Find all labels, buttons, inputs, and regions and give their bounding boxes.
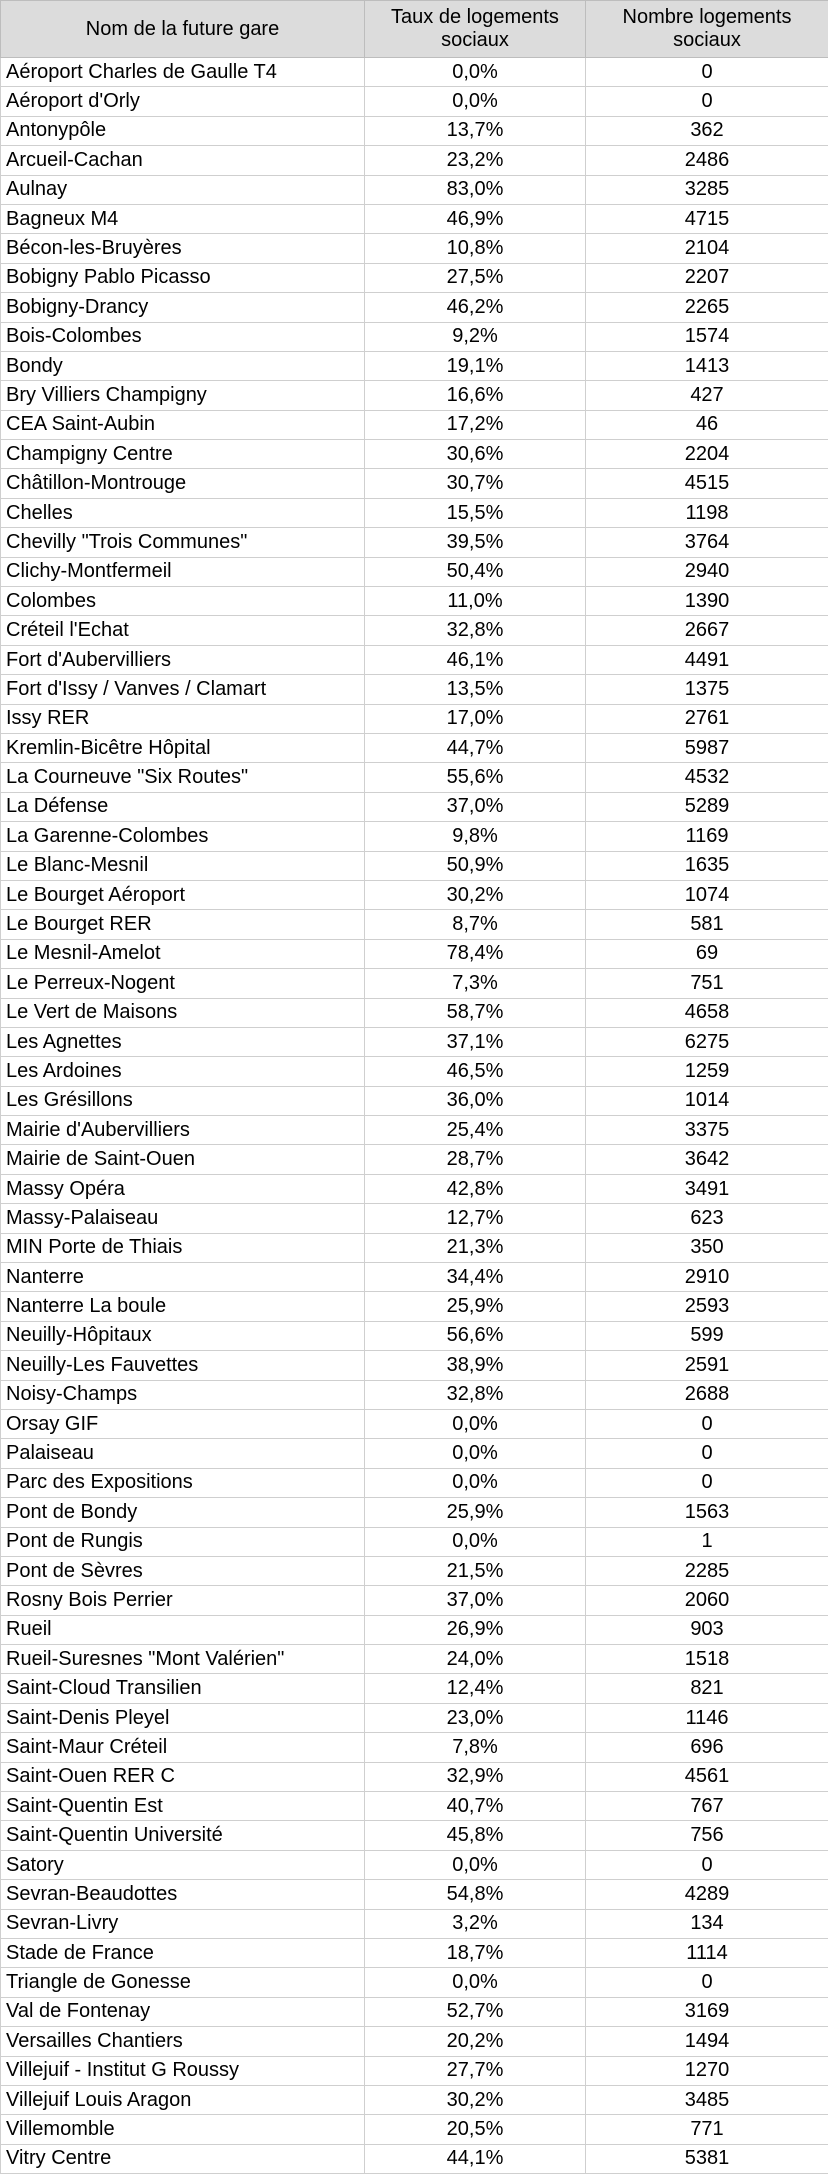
table-row xyxy=(1,1762,828,1791)
table-row xyxy=(1,1586,828,1615)
table-row xyxy=(1,1880,828,1909)
station-name-cell: Pont de Sèvres xyxy=(1,1556,365,1585)
table-row xyxy=(1,1939,828,1968)
station-name-cell: Nanterre La boule xyxy=(1,1292,365,1321)
social-housing-rate-cell: 0,0% xyxy=(365,1968,586,1997)
station-name-cell: Bois-Colombes xyxy=(1,322,365,351)
social-housing-rate-cell: 28,7% xyxy=(365,1145,586,1174)
table-row xyxy=(1,469,828,498)
station-name-cell: Arcueil-Cachan xyxy=(1,146,365,175)
table-row xyxy=(1,293,828,322)
station-name-cell: Fort d'Issy / Vanves / Clamart xyxy=(1,675,365,704)
table-row xyxy=(1,616,828,645)
social-housing-rate-cell: 0,0% xyxy=(365,1850,586,1879)
social-housing-rate-cell: 18,7% xyxy=(365,1939,586,1968)
social-housing-count-cell: 2104 xyxy=(586,234,828,263)
table-row xyxy=(1,1821,828,1850)
table-row xyxy=(1,1027,828,1056)
social-housing-rate-cell: 0,0% xyxy=(365,87,586,116)
social-housing-count-cell: 1518 xyxy=(586,1645,828,1674)
social-housing-count-cell: 1413 xyxy=(586,351,828,380)
station-name-cell: Vitry Centre xyxy=(1,2144,365,2173)
social-housing-count-cell: 2265 xyxy=(586,293,828,322)
table-row xyxy=(1,1615,828,1644)
social-housing-count-cell: 5987 xyxy=(586,733,828,762)
social-housing-count-cell: 2910 xyxy=(586,1263,828,1292)
social-housing-count-cell: 1574 xyxy=(586,322,828,351)
table-row xyxy=(1,587,828,616)
station-name-cell: Kremlin-Bicêtre Hôpital xyxy=(1,733,365,762)
social-housing-rate-cell: 32,8% xyxy=(365,1380,586,1409)
social-housing-count-cell: 2688 xyxy=(586,1380,828,1409)
social-housing-count-cell: 767 xyxy=(586,1792,828,1821)
station-name-cell: Rueil-Suresnes "Mont Valérien" xyxy=(1,1645,365,1674)
table-row xyxy=(1,58,828,87)
social-housing-rate-cell: 16,6% xyxy=(365,381,586,410)
table-row xyxy=(1,2144,828,2173)
station-name-cell: Sevran-Livry xyxy=(1,1909,365,1938)
social-housing-count-cell: 134 xyxy=(586,1909,828,1938)
station-name-cell: Massy-Palaiseau xyxy=(1,1204,365,1233)
social-housing-count-cell: 5381 xyxy=(586,2144,828,2173)
table-row xyxy=(1,440,828,469)
station-name-cell: Bobigny-Drancy xyxy=(1,293,365,322)
social-housing-rate-cell: 26,9% xyxy=(365,1615,586,1644)
station-name-cell: Stade de France xyxy=(1,1939,365,1968)
social-housing-count-cell: 696 xyxy=(586,1733,828,1762)
station-name-cell: Mairie de Saint-Ouen xyxy=(1,1145,365,1174)
social-housing-rate-cell: 0,0% xyxy=(365,1468,586,1497)
table-row xyxy=(1,2027,828,2056)
station-name-cell: Parc des Expositions xyxy=(1,1468,365,1497)
social-housing-count-cell: 1375 xyxy=(586,675,828,704)
social-housing-count-cell: 4289 xyxy=(586,1880,828,1909)
social-housing-rate-cell: 17,2% xyxy=(365,410,586,439)
social-housing-count-cell: 6275 xyxy=(586,1027,828,1056)
station-name-cell: Le Mesnil-Amelot xyxy=(1,939,365,968)
social-housing-rate-cell: 17,0% xyxy=(365,704,586,733)
table-row xyxy=(1,498,828,527)
station-name-cell: Clichy-Montfermeil xyxy=(1,557,365,586)
social-housing-rate-cell: 0,0% xyxy=(365,1409,586,1438)
table-row xyxy=(1,1174,828,1203)
station-name-cell: Créteil l'Echat xyxy=(1,616,365,645)
station-name-cell: Palaiseau xyxy=(1,1439,365,1468)
station-name-cell: Pont de Bondy xyxy=(1,1498,365,1527)
station-name-cell: Le Vert de Maisons xyxy=(1,998,365,1027)
social-housing-rate-cell: 52,7% xyxy=(365,1997,586,2026)
social-housing-rate-cell: 0,0% xyxy=(365,1527,586,1556)
station-name-cell: Neuilly-Hôpitaux xyxy=(1,1321,365,1350)
social-housing-rate-cell: 50,9% xyxy=(365,851,586,880)
social-housing-count-cell: 771 xyxy=(586,2115,828,2144)
table-row xyxy=(1,1909,828,1938)
table-row xyxy=(1,939,828,968)
station-name-cell: Sevran-Beaudottes xyxy=(1,1880,365,1909)
social-housing-rate-cell: 10,8% xyxy=(365,234,586,263)
social-housing-count-cell: 3491 xyxy=(586,1174,828,1203)
social-housing-count-cell: 1114 xyxy=(586,1939,828,1968)
table-row xyxy=(1,1116,828,1145)
station-name-cell: Colombes xyxy=(1,587,365,616)
table-row xyxy=(1,322,828,351)
social-housing-count-cell: 350 xyxy=(586,1233,828,1262)
social-housing-rate-cell: 46,1% xyxy=(365,645,586,674)
social-housing-count-cell: 4532 xyxy=(586,763,828,792)
social-housing-count-cell: 2207 xyxy=(586,263,828,292)
table-row xyxy=(1,175,828,204)
station-name-cell: Pont de Rungis xyxy=(1,1527,365,1556)
social-housing-rate-cell: 36,0% xyxy=(365,1086,586,1115)
social-housing-count-cell: 1635 xyxy=(586,851,828,880)
table-row xyxy=(1,557,828,586)
social-housing-rate-cell: 9,8% xyxy=(365,822,586,851)
social-housing-count-cell: 2486 xyxy=(586,146,828,175)
social-housing-count-cell: 1259 xyxy=(586,1057,828,1086)
social-housing-rate-cell: 8,7% xyxy=(365,910,586,939)
social-housing-count-cell: 1014 xyxy=(586,1086,828,1115)
social-housing-count-cell: 623 xyxy=(586,1204,828,1233)
table-row xyxy=(1,2115,828,2144)
social-housing-count-cell: 4658 xyxy=(586,998,828,1027)
station-name-cell: Villejuif - Institut G Roussy xyxy=(1,2056,365,2085)
table-row xyxy=(1,1409,828,1438)
station-name-cell: Rueil xyxy=(1,1615,365,1644)
table-row xyxy=(1,87,828,116)
table-row xyxy=(1,116,828,145)
table-body xyxy=(1,58,828,2174)
station-name-cell: La Garenne-Colombes xyxy=(1,822,365,851)
table-row xyxy=(1,880,828,909)
social-housing-rate-cell: 24,0% xyxy=(365,1645,586,1674)
station-name-cell: Fort d'Aubervilliers xyxy=(1,645,365,674)
table-row xyxy=(1,1439,828,1468)
table-row xyxy=(1,410,828,439)
table-row xyxy=(1,763,828,792)
social-housing-rate-cell: 50,4% xyxy=(365,557,586,586)
social-housing-rate-cell: 46,2% xyxy=(365,293,586,322)
social-housing-count-cell: 1270 xyxy=(586,2056,828,2085)
table-row xyxy=(1,704,828,733)
table-row xyxy=(1,910,828,939)
social-housing-rate-cell: 23,0% xyxy=(365,1703,586,1732)
table-row xyxy=(1,1380,828,1409)
station-name-cell: Neuilly-Les Fauvettes xyxy=(1,1351,365,1380)
table-row xyxy=(1,1057,828,1086)
station-name-cell: Mairie d'Aubervilliers xyxy=(1,1116,365,1145)
table-row xyxy=(1,675,828,704)
social-housing-rate-cell: 78,4% xyxy=(365,939,586,968)
social-housing-count-cell: 4491 xyxy=(586,645,828,674)
social-housing-rate-cell: 44,7% xyxy=(365,733,586,762)
social-housing-rate-cell: 37,1% xyxy=(365,1027,586,1056)
social-housing-rate-cell: 12,4% xyxy=(365,1674,586,1703)
table-row xyxy=(1,1233,828,1262)
table-row xyxy=(1,204,828,233)
social-housing-count-cell: 0 xyxy=(586,58,828,87)
station-name-cell: Les Ardoines xyxy=(1,1057,365,1086)
station-name-cell: Versailles Chantiers xyxy=(1,2027,365,2056)
social-housing-rate-cell: 34,4% xyxy=(365,1263,586,1292)
table-row xyxy=(1,146,828,175)
station-name-cell: Massy Opéra xyxy=(1,1174,365,1203)
social-housing-rate-cell: 46,9% xyxy=(365,204,586,233)
social-housing-count-cell: 4715 xyxy=(586,204,828,233)
station-name-cell: Aulnay xyxy=(1,175,365,204)
social-housing-rate-cell: 20,2% xyxy=(365,2027,586,2056)
social-housing-count-cell: 821 xyxy=(586,1674,828,1703)
social-housing-rate-cell: 30,2% xyxy=(365,880,586,909)
social-housing-rate-cell: 54,8% xyxy=(365,1880,586,1909)
station-name-cell: Triangle de Gonesse xyxy=(1,1968,365,1997)
social-housing-count-cell: 1563 xyxy=(586,1498,828,1527)
social-housing-rate-cell: 32,9% xyxy=(365,1762,586,1791)
social-housing-rate-cell: 21,3% xyxy=(365,1233,586,1262)
social-housing-rate-cell: 25,4% xyxy=(365,1116,586,1145)
station-name-cell: Bagneux M4 xyxy=(1,204,365,233)
social-housing-rate-cell: 20,5% xyxy=(365,2115,586,2144)
social-housing-count-cell: 0 xyxy=(586,1968,828,1997)
social-housing-rate-cell: 56,6% xyxy=(365,1321,586,1350)
social-housing-rate-cell: 13,5% xyxy=(365,675,586,704)
header-social-housing-rate: Taux de logements sociaux xyxy=(365,1,586,58)
table-row xyxy=(1,1498,828,1527)
social-housing-rate-cell: 0,0% xyxy=(365,58,586,87)
table-row xyxy=(1,1263,828,1292)
social-housing-count-cell: 1198 xyxy=(586,498,828,527)
social-housing-count-cell: 46 xyxy=(586,410,828,439)
table-row xyxy=(1,2056,828,2085)
station-name-cell: Antonypôle xyxy=(1,116,365,145)
social-housing-rate-cell: 37,0% xyxy=(365,1586,586,1615)
social-housing-count-cell: 5289 xyxy=(586,792,828,821)
social-housing-rate-cell: 27,7% xyxy=(365,2056,586,2085)
social-housing-rate-cell: 45,8% xyxy=(365,1821,586,1850)
social-housing-count-cell: 599 xyxy=(586,1321,828,1350)
table-header xyxy=(1,1,828,58)
social-housing-count-cell: 581 xyxy=(586,910,828,939)
social-housing-count-cell: 4515 xyxy=(586,469,828,498)
social-housing-count-cell: 2940 xyxy=(586,557,828,586)
social-housing-count-cell: 1169 xyxy=(586,822,828,851)
station-name-cell: Chevilly "Trois Communes" xyxy=(1,528,365,557)
table-row xyxy=(1,851,828,880)
station-name-cell: Saint-Maur Créteil xyxy=(1,1733,365,1762)
table-row xyxy=(1,1351,828,1380)
station-name-cell: Bondy xyxy=(1,351,365,380)
social-housing-count-cell: 3285 xyxy=(586,175,828,204)
social-housing-count-cell: 1494 xyxy=(586,2027,828,2056)
social-housing-rate-cell: 30,6% xyxy=(365,440,586,469)
header-row xyxy=(1,1,828,58)
station-name-cell: Noisy-Champs xyxy=(1,1380,365,1409)
social-housing-rate-cell: 0,0% xyxy=(365,1439,586,1468)
social-housing-rate-cell: 83,0% xyxy=(365,175,586,204)
station-name-cell: Aéroport d'Orly xyxy=(1,87,365,116)
social-housing-rate-cell: 39,5% xyxy=(365,528,586,557)
social-housing-count-cell: 2761 xyxy=(586,704,828,733)
social-housing-count-cell: 2204 xyxy=(586,440,828,469)
social-housing-rate-cell: 55,6% xyxy=(365,763,586,792)
station-name-cell: Saint-Quentin Est xyxy=(1,1792,365,1821)
social-housing-rate-cell: 58,7% xyxy=(365,998,586,1027)
table-row xyxy=(1,1527,828,1556)
station-name-cell: Bobigny Pablo Picasso xyxy=(1,263,365,292)
table-row xyxy=(1,1997,828,2026)
table-row xyxy=(1,528,828,557)
station-name-cell: Chelles xyxy=(1,498,365,527)
social-housing-rate-cell: 13,7% xyxy=(365,116,586,145)
station-name-cell: Le Bourget RER xyxy=(1,910,365,939)
station-name-cell: Val de Fontenay xyxy=(1,1997,365,2026)
table-row xyxy=(1,1086,828,1115)
station-name-cell: MIN Porte de Thiais xyxy=(1,1233,365,1262)
social-housing-count-cell: 0 xyxy=(586,1850,828,1879)
social-housing-count-cell: 2060 xyxy=(586,1586,828,1615)
station-name-cell: Bécon-les-Bruyères xyxy=(1,234,365,263)
social-housing-rate-cell: 15,5% xyxy=(365,498,586,527)
social-housing-count-cell: 1146 xyxy=(586,1703,828,1732)
table-row xyxy=(1,822,828,851)
social-housing-count-cell: 3485 xyxy=(586,2085,828,2114)
social-housing-count-cell: 0 xyxy=(586,87,828,116)
station-name-cell: La Défense xyxy=(1,792,365,821)
social-housing-rate-cell: 12,7% xyxy=(365,1204,586,1233)
social-housing-rate-cell: 40,7% xyxy=(365,1792,586,1821)
social-housing-count-cell: 427 xyxy=(586,381,828,410)
table-row xyxy=(1,969,828,998)
station-name-cell: Villemomble xyxy=(1,2115,365,2144)
social-housing-count-cell: 756 xyxy=(586,1821,828,1850)
social-housing-rate-cell: 32,8% xyxy=(365,616,586,645)
table-row xyxy=(1,1468,828,1497)
social-housing-count-cell: 2591 xyxy=(586,1351,828,1380)
table-row xyxy=(1,1968,828,1997)
table-row xyxy=(1,1674,828,1703)
station-name-cell: La Courneuve "Six Routes" xyxy=(1,763,365,792)
header-station-name: Nom de la future gare xyxy=(1,1,365,58)
social-housing-rate-cell: 19,1% xyxy=(365,351,586,380)
social-housing-rate-cell: 42,8% xyxy=(365,1174,586,1203)
station-name-cell: Villejuif Louis Aragon xyxy=(1,2085,365,2114)
social-housing-count-cell: 3375 xyxy=(586,1116,828,1145)
station-name-cell: Châtillon-Montrouge xyxy=(1,469,365,498)
social-housing-count-cell: 2667 xyxy=(586,616,828,645)
table-row xyxy=(1,234,828,263)
social-housing-count-cell: 2593 xyxy=(586,1292,828,1321)
social-housing-count-cell: 3642 xyxy=(586,1145,828,1174)
station-name-cell: Le Perreux-Nogent xyxy=(1,969,365,998)
social-housing-rate-cell: 25,9% xyxy=(365,1498,586,1527)
social-housing-count-cell: 0 xyxy=(586,1468,828,1497)
table-row xyxy=(1,1321,828,1350)
social-housing-count-cell: 69 xyxy=(586,939,828,968)
table-row xyxy=(1,1645,828,1674)
social-housing-count-cell: 362 xyxy=(586,116,828,145)
header-social-housing-count: Nombre logements sociaux xyxy=(586,1,828,58)
station-name-cell: Saint-Quentin Université xyxy=(1,1821,365,1850)
social-housing-count-cell: 903 xyxy=(586,1615,828,1644)
social-housing-rate-cell: 44,1% xyxy=(365,2144,586,2173)
social-housing-rate-cell: 3,2% xyxy=(365,1909,586,1938)
table-row xyxy=(1,998,828,1027)
station-name-cell: Les Grésillons xyxy=(1,1086,365,1115)
station-name-cell: Rosny Bois Perrier xyxy=(1,1586,365,1615)
social-housing-rate-cell: 46,5% xyxy=(365,1057,586,1086)
table-row xyxy=(1,263,828,292)
table-row xyxy=(1,1292,828,1321)
table-row xyxy=(1,1703,828,1732)
table-row xyxy=(1,351,828,380)
social-housing-count-cell: 1390 xyxy=(586,587,828,616)
social-housing-count-cell: 0 xyxy=(586,1409,828,1438)
social-housing-rate-cell: 7,8% xyxy=(365,1733,586,1762)
table-row xyxy=(1,1145,828,1174)
station-name-cell: CEA Saint-Aubin xyxy=(1,410,365,439)
station-name-cell: Saint-Ouen RER C xyxy=(1,1762,365,1791)
station-name-cell: Satory xyxy=(1,1850,365,1879)
station-name-cell: Nanterre xyxy=(1,1263,365,1292)
social-housing-rate-cell: 38,9% xyxy=(365,1351,586,1380)
station-name-cell: Orsay GIF xyxy=(1,1409,365,1438)
social-housing-rate-cell: 25,9% xyxy=(365,1292,586,1321)
station-name-cell: Aéroport Charles de Gaulle T4 xyxy=(1,58,365,87)
social-housing-count-cell: 1074 xyxy=(586,880,828,909)
station-name-cell: Champigny Centre xyxy=(1,440,365,469)
station-name-cell: Les Agnettes xyxy=(1,1027,365,1056)
social-housing-count-cell: 0 xyxy=(586,1439,828,1468)
station-name-cell: Le Bourget Aéroport xyxy=(1,880,365,909)
social-housing-rate-cell: 21,5% xyxy=(365,1556,586,1585)
table-row xyxy=(1,645,828,674)
social-housing-count-cell: 4561 xyxy=(586,1762,828,1791)
station-name-cell: Saint-Denis Pleyel xyxy=(1,1703,365,1732)
social-housing-rate-cell: 37,0% xyxy=(365,792,586,821)
table-row xyxy=(1,381,828,410)
station-name-cell: Le Blanc-Mesnil xyxy=(1,851,365,880)
social-housing-rate-cell: 7,3% xyxy=(365,969,586,998)
table-row xyxy=(1,792,828,821)
social-housing-count-cell: 2285 xyxy=(586,1556,828,1585)
table-row xyxy=(1,1850,828,1879)
station-name-cell: Bry Villiers Champigny xyxy=(1,381,365,410)
table-row xyxy=(1,1792,828,1821)
social-housing-count-cell: 751 xyxy=(586,969,828,998)
station-name-cell: Issy RER xyxy=(1,704,365,733)
social-housing-rate-cell: 11,0% xyxy=(365,587,586,616)
social-housing-rate-cell: 30,2% xyxy=(365,2085,586,2114)
social-housing-rate-cell: 27,5% xyxy=(365,263,586,292)
table-row xyxy=(1,733,828,762)
social-housing-count-cell: 3169 xyxy=(586,1997,828,2026)
social-housing-count-cell: 1 xyxy=(586,1527,828,1556)
social-housing-rate-cell: 23,2% xyxy=(365,146,586,175)
social-housing-rate-cell: 30,7% xyxy=(365,469,586,498)
station-name-cell: Saint-Cloud Transilien xyxy=(1,1674,365,1703)
table-row xyxy=(1,2085,828,2114)
table-row xyxy=(1,1204,828,1233)
social-housing-rate-cell: 9,2% xyxy=(365,322,586,351)
social-housing-count-cell: 3764 xyxy=(586,528,828,557)
table-row xyxy=(1,1733,828,1762)
table-row xyxy=(1,1556,828,1585)
